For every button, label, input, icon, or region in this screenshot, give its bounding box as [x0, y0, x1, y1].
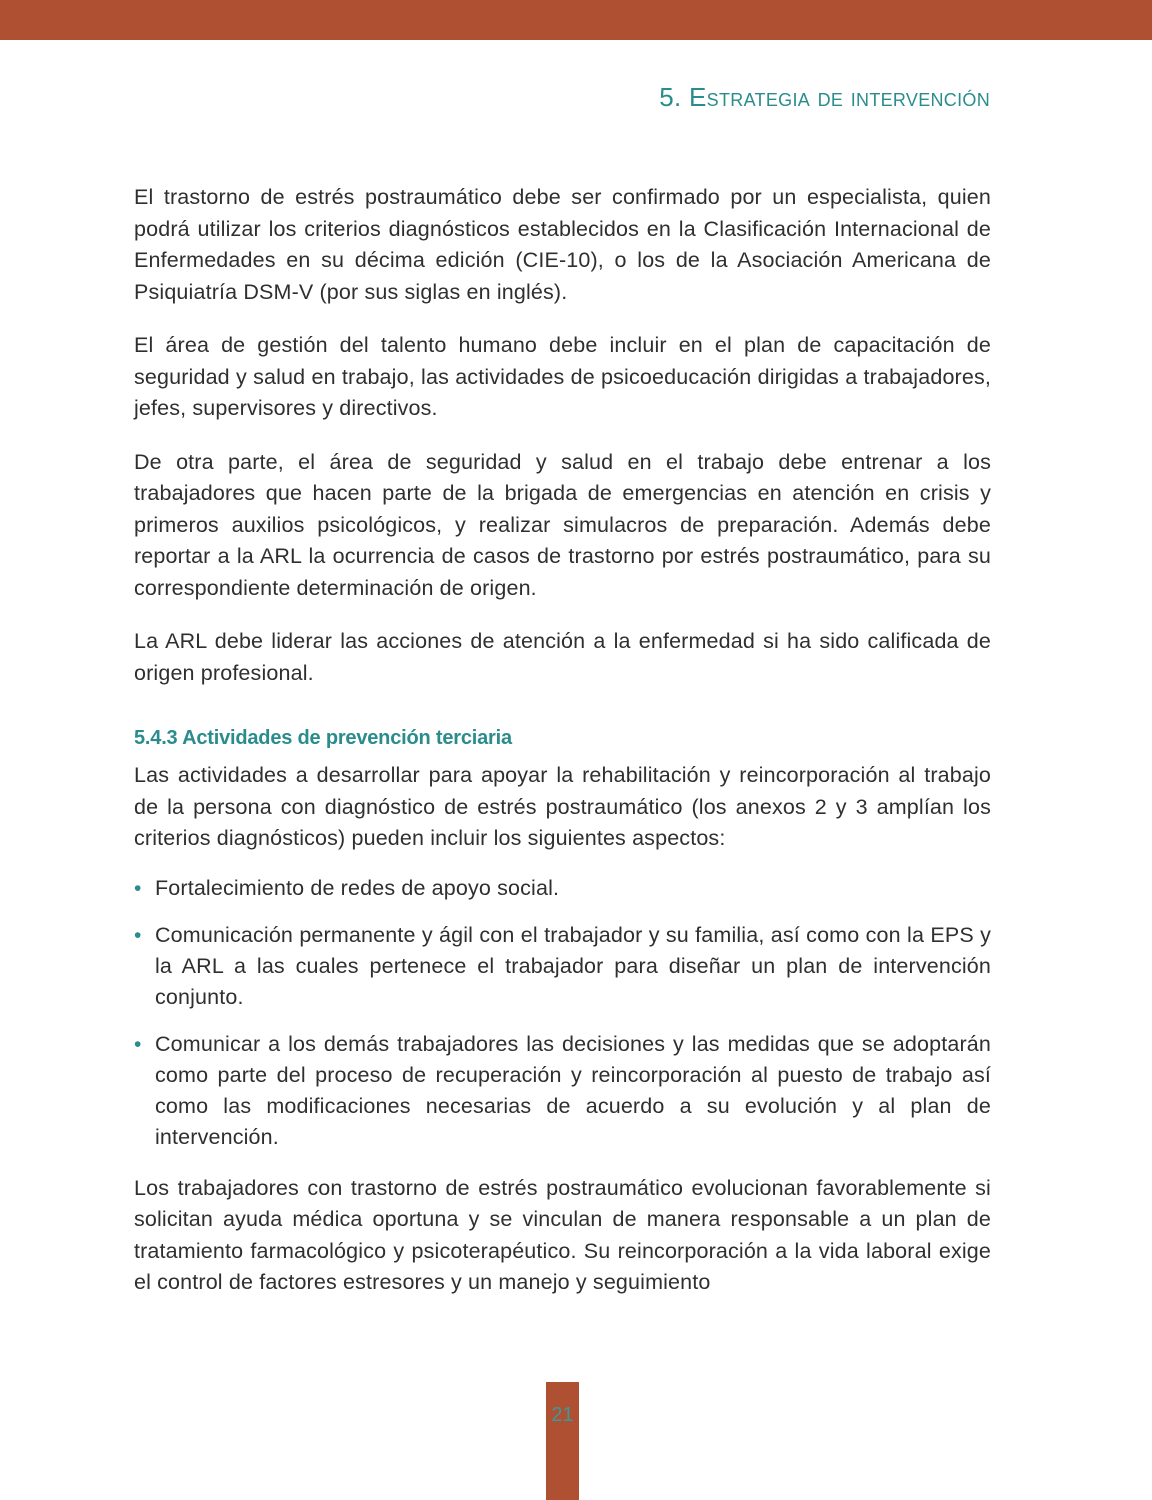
list-item-text: Fortalecimiento de redes de apoyo social.	[155, 875, 560, 900]
section-heading: 5.4.3 Actividades de prevención terciaria	[134, 727, 512, 749]
paragraph-safety-area: De otra parte, el área de seguridad y salud en el trabajo debe entrenar a los trabajadores que hacen parte de la brigada de emergencias en atención en crisis y primeros auxilios psicológicos, y realizar simulacros de preparación. Además debe reportar a la ARL la ocurrencia de casos de trastorno por estrés postraumático, para su correspondiente determinación de origen.	[134, 449, 991, 600]
page-number: 21	[551, 1404, 574, 1426]
paragraph-closing: Los trabajadores con trastorno de estrés postraumático evolucionan favorablemente si solicitan ayuda médica oportuna y se vinculan de manera responsable a un plan de tratamiento farmacológico y psicoterapéutico. Su reincorporación a la vida laboral exige el control de factores estresores y un manejo y seguimiento	[134, 1175, 991, 1294]
page-body	[134, 182, 991, 1321]
running-header-chapter-title: 5. Estrategia de intervención	[659, 82, 990, 112]
list-item	[134, 920, 991, 1013]
list-item-text: Comunicación permanente y ágil con el trabajador y su familia, así como con la EPS y la ARL a las cuales pertenece el trabajador para diseñar un plan de intervención conjunto.	[155, 922, 991, 1009]
bullet-icon: •	[134, 876, 142, 900]
bullet-icon: •	[134, 923, 142, 947]
section-intro: Las actividades a desarrollar para apoyar la rehabilitación y reincorporación al trabajo de la persona con diagnóstico de estrés postraumático (los anexos 2 y 3 amplían los criterios diagnósticos) pueden incluir los siguientes aspectos:	[134, 763, 991, 850]
list-item-text: Comunicar a los demás trabajadores las decisiones y las medidas que se adoptarán como parte del proceso de recuperación y reincorporación al puesto de trabajo así como las modificaciones necesarias de acuerdo a su evolución y al plan de intervención.	[155, 1031, 991, 1149]
paragraph-talent-management: El área de gestión del talento humano debe incluir en el plan de capacitación de seguridad y salud en trabajo, las actividades de psicoeducación dirigidas a trabajadores, jefes, supervisores y directivos.	[134, 333, 991, 420]
list-item	[134, 873, 991, 904]
top-color-bar	[0, 0, 1152, 40]
bullet-list	[134, 873, 991, 1153]
paragraph-diagnosis: El trastorno de estrés postraumático debe ser confirmado por un especialista, quien podrá utilizar los criterios diagnósticos establecidos en la Clasificación Internacional de Enfermedades en su décima edición (CIE-10), o los de la Asociación Americana de Psiquiatría DSM-V (por sus siglas en inglés).	[134, 185, 991, 304]
paragraph-arl: La ARL debe liderar las acciones de atención a la enfermedad si ha sido calificada de origen profesional.	[134, 629, 991, 685]
list-item	[134, 1029, 991, 1153]
bullet-icon: •	[134, 1032, 142, 1056]
page-number-tab	[546, 1382, 579, 1500]
